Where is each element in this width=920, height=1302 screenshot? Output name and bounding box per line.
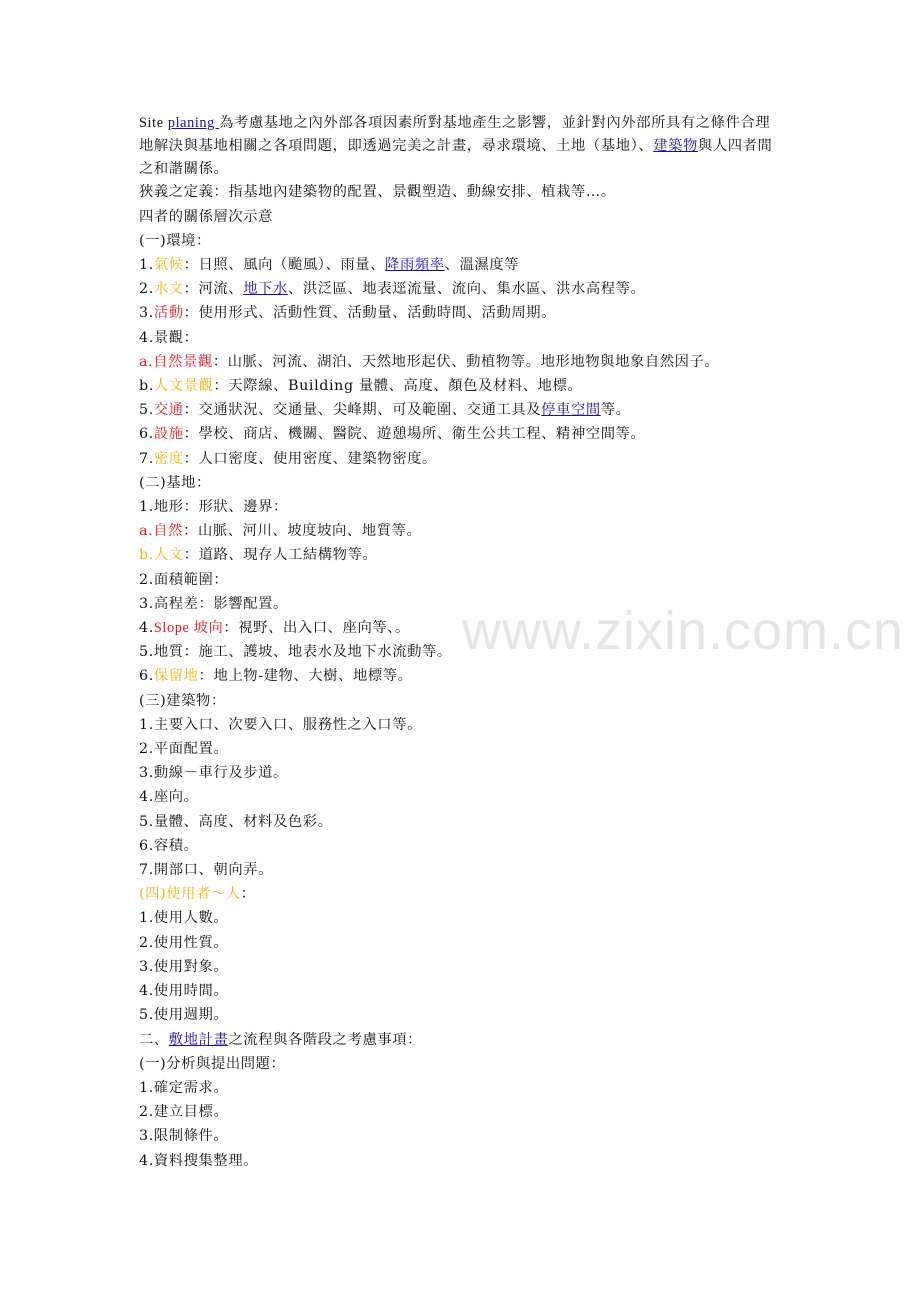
keyword-reserved: 保留地 <box>153 668 199 685</box>
keyword-cultural: b.人文 <box>139 547 184 564</box>
list-item: 5.使用週期。 <box>139 1007 229 1024</box>
parking-space-link[interactable]: 停車空間 <box>541 402 601 419</box>
item-number: 6. <box>139 426 154 443</box>
item-text: ：使用形式、活動性質、活動量、活動時間、活動周期。 <box>183 305 557 322</box>
env-item-natural-landscape <box>139 350 784 374</box>
site-heading: (二)基地： <box>139 474 211 491</box>
item-text: 等。 <box>600 402 631 419</box>
groundwater-link[interactable]: 地下水 <box>243 281 288 298</box>
list-item: 1.主要入口、次要入口、服務性之入口等。 <box>139 716 422 733</box>
list-item: 4.座向。 <box>139 789 199 806</box>
env-item-climate <box>139 253 784 277</box>
site-item-elevation: 3.高程差：影響配置。 <box>139 595 288 612</box>
list-item: 4.資料搜集整理。 <box>139 1152 259 1169</box>
intro-text-c: 與人四者間之和諧關係。 <box>139 137 773 177</box>
item-number: 6. <box>139 668 154 685</box>
item-number: 7. <box>139 450 154 467</box>
keyword-natural-landscape: a.自然景觀 <box>139 353 213 370</box>
section-number: 二、 <box>139 1031 169 1048</box>
item-number: 5. <box>139 402 154 419</box>
env-item-facilities <box>139 422 784 446</box>
intro-text-a: Site <box>139 115 168 131</box>
env-heading: (一)環境： <box>139 232 211 249</box>
item-text: ：道路、現存人工結構物等。 <box>183 547 378 564</box>
list-item: 4.使用時間。 <box>139 983 229 1000</box>
item-text: 、洪泛區、地表逕流量、流向、集水區、洪水高程等。 <box>287 281 646 298</box>
intro-paragraph <box>139 112 784 180</box>
keyword-slope: Slope 坡向 <box>153 620 224 637</box>
list-item: 5.量體、高度、材料及色彩。 <box>139 813 333 830</box>
user-heading <box>139 882 784 906</box>
site-item-natural <box>139 519 784 543</box>
site-planning-link[interactable]: 敷地計畫 <box>168 1031 229 1048</box>
env-item-activity <box>139 301 784 325</box>
keyword-facilities: 設施 <box>153 426 184 443</box>
item-text: ：山脈、河流、湖泊、天然地形起伏、動植物等。地形地物與地象自然因子。 <box>212 353 720 370</box>
item-number: 1. <box>139 257 154 273</box>
relation-title: 四者的關係層次示意 <box>139 208 274 225</box>
list-item: 3.動線－車行及步道。 <box>139 765 288 782</box>
keyword-activity: 活動 <box>153 305 184 322</box>
list-item: 3.使用對象。 <box>139 958 229 975</box>
item-number: 3. <box>139 305 154 322</box>
item-text: ：人口密度、使用密度、建築物密度。 <box>183 450 437 467</box>
list-item: 1.確定需求。 <box>139 1079 229 1096</box>
narrow-definition: 狹義之定義：指基地內建築物的配置、景觀塑造、動線安排、植栽等…。 <box>139 184 616 201</box>
intro-text-b: 為考慮基地之內外部各項因素所對基地產生之影響，並針對內外部所具有之條件合理地解決與基地相關之各項問題，即透過完美之計畫，尋求環境、土地（基地）、 <box>139 115 771 154</box>
heading-tail: ： <box>240 886 256 903</box>
keyword-climate: 氣候 <box>153 257 184 273</box>
keyword-natural: a.自然 <box>139 523 184 540</box>
site-item-area: 2.面積範圍： <box>139 571 229 588</box>
section-2-heading <box>139 1028 784 1052</box>
env-item-cultural-landscape <box>139 374 784 398</box>
analysis-heading: (一)分析與提出問題： <box>139 1055 286 1072</box>
rain-frequency-link[interactable]: 降雨頻率 <box>385 257 445 273</box>
item-number: 4. <box>139 620 154 637</box>
item-text: ：地上物-建物、大樹、地標等。 <box>198 668 413 685</box>
env-item-density <box>139 447 784 471</box>
section-text: 之流程與各階段之考慮事項： <box>228 1031 423 1048</box>
list-item: 2.平面配置。 <box>139 741 229 758</box>
site-item-terrain: 1.地形：形狀、邊界： <box>139 499 288 516</box>
item-text: 、溫濕度等 <box>444 257 520 273</box>
keyword-hydrology: 水文 <box>153 281 184 298</box>
site-item-reserved <box>139 664 784 688</box>
keyword-traffic: 交通 <box>153 402 184 419</box>
building-link[interactable]: 建築物 <box>653 137 698 154</box>
env-item-landscape: 4.景觀： <box>139 329 199 346</box>
planing-link[interactable]: planing <box>167 115 220 131</box>
keyword-user: (四)使用者～人 <box>139 886 241 903</box>
item-text: ：天際線、Building 量體、高度、顏色及材料、地標。 <box>213 378 583 395</box>
list-item: 7.開部口、朝向弄。 <box>139 862 274 879</box>
item-text: ：河流、 <box>183 281 244 298</box>
env-item-hydrology <box>139 277 784 301</box>
item-text: ：交通狀況、交通量、尖峰期、可及範圍、交通工具及 <box>183 402 542 419</box>
list-item: 3.限制條件。 <box>139 1128 229 1145</box>
site-item-slope <box>139 616 784 640</box>
item-text: ：學校、商店、機關、醫院、遊憩場所、衛生公共工程、精神空間等。 <box>183 426 646 443</box>
keyword-cultural-landscape: 人文景觀 <box>153 378 214 395</box>
env-item-traffic <box>139 398 784 422</box>
document-body <box>139 112 784 1173</box>
site-item-cultural <box>139 543 784 567</box>
watermark: www.zixin.com.cn <box>462 601 905 661</box>
list-item: 2.使用性質。 <box>139 934 229 951</box>
item-number: b. <box>139 378 154 395</box>
item-text: ：日照、風向（颱風）、雨量、 <box>183 257 386 273</box>
item-text: ：視野、出入口、座向等、。 <box>223 620 410 637</box>
site-item-geology: 5.地質：施工、護坡、地表水及地下水流動等。 <box>139 644 452 661</box>
list-item: 1.使用人數。 <box>139 910 229 927</box>
item-number: 2. <box>139 281 154 298</box>
building-heading: (三)建築物： <box>139 692 226 709</box>
item-text: ：山脈、河川、坡度坡向、地質等。 <box>183 523 422 540</box>
keyword-density: 密度 <box>153 450 184 467</box>
list-item: 2.建立目標。 <box>139 1104 229 1121</box>
list-item: 6.容積。 <box>139 837 199 854</box>
